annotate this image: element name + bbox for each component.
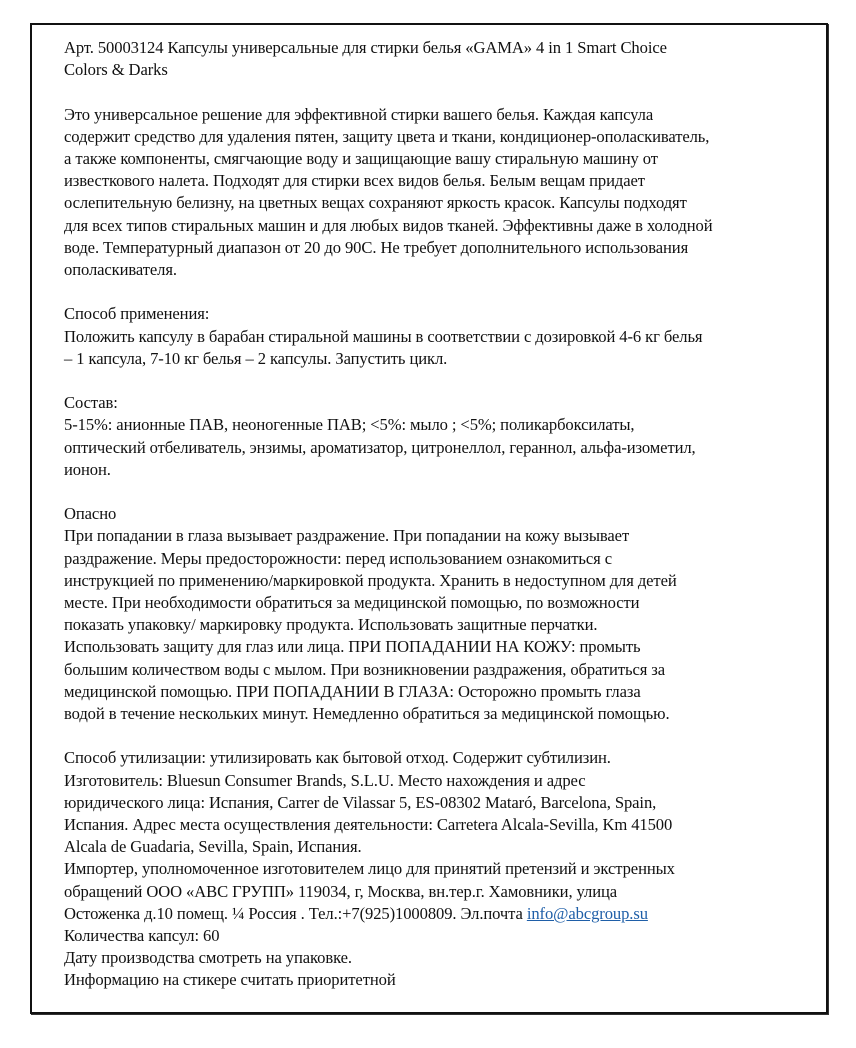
danger-line: месте. При необходимости обратиться за медицинской помощью, по возможности [64, 593, 640, 613]
title-line: Арт. 50003124 Капсулы универсальные для стирки белья «GAMA» 4 in 1 Smart Choice [64, 38, 667, 57]
info-line: Способ утилизации: утилизировать как бытовой отход. Содержит субтилизин. [64, 748, 611, 768]
usage-heading: Способ применения: [64, 304, 210, 324]
description-line: Это универсальное решение для эффективной стирки вашего белья. Каждая капсула [64, 104, 654, 124]
info-line: Испания. Адрес места осуществления деятельности: Carretera Alcala-Sevilla, Km 41500 [64, 815, 673, 835]
composition-section [64, 392, 784, 481]
danger-heading: Опасно [64, 504, 117, 524]
description-line: для всех типов стиральных машин и для любых видов тканей. Эффективны даже в холодной [64, 215, 713, 235]
description-line: известкового налета. Подходят для стирки всех видов белья. Белым вещам придает [64, 171, 645, 191]
danger-section [64, 503, 784, 725]
composition-line: оптический отбеливатель, энзимы, ароматизатор, цитронеллол, гераннол, альфа-изометил, [64, 437, 696, 457]
description-line: воде. Температурный диапазон от 20 до 90С. Не требует дополнительного использования [64, 237, 689, 257]
contact-line [64, 903, 784, 925]
danger-line: При попадании в глаза вызывает раздражение. При попадании на кожу вызывает [64, 526, 630, 546]
info-section [64, 747, 784, 991]
info-line: Изготовитель: Bluesun Consumer Brands, S.L.U. Место нахождения и адрес [64, 770, 586, 790]
description-line: ополаскивателя. [64, 260, 177, 280]
product-label-document [64, 37, 784, 992]
title-block [64, 37, 784, 81]
description-line: ослепительную белизну, на цветных вещах сохраняют яркость красок. Капсулы подходят [64, 193, 687, 213]
sticker-priority-note: Информацию на стикере считать приоритетной [64, 970, 396, 990]
production-date-note: Дату производства смотреть на упаковке. [64, 948, 352, 968]
contact-text: Остоженка д.10 помещ. ¼ Россия . Тел.:+7(925)1000809. Эл.почта [64, 903, 527, 923]
danger-line: раздражение. Меры предосторожности: перед использованием ознакомиться с [64, 548, 612, 568]
composition-heading: Состав: [64, 393, 118, 413]
usage-section [64, 303, 784, 370]
description-block [64, 104, 784, 282]
composition-line: ионон. [64, 459, 111, 479]
danger-line: инструкцией по применению/маркировкой продукта. Хранить в недоступном для детей [64, 570, 677, 590]
composition-line: 5-15%: анионные ПАВ, неоногенные ПАВ; <5%: мыло ; <5%; поликарбоксилаты, [64, 415, 635, 435]
danger-line: Использовать защиту для глаз или лица. ПРИ ПОПАДАНИИ НА КОЖУ: промыть [64, 637, 641, 657]
danger-line: медицинской помощью. ПРИ ПОПАДАНИИ В ГЛАЗА: Осторожно промыть глаза [64, 681, 641, 701]
capsule-count: Количества капсул: 60 [64, 926, 220, 946]
info-line: Импортер, уполномоченное изготовителем лицо для принятий претензий и экстренных [64, 859, 675, 879]
danger-line: большим количеством воды с мылом. При возникновении раздражения, обратиться за [64, 659, 666, 679]
description-line: содержит средство для удаления пятен, защиту цвета и ткани, кондиционер-ополаскиватель, [64, 126, 710, 146]
usage-line: – 1 капсула, 7-10 кг белья – 2 капсулы. Запустить цикл. [64, 348, 448, 368]
description-line: а также компоненты, смягчающие воду и защищающие вашу стиральную машину от [64, 149, 658, 168]
danger-line: водой в течение нескольких минут. Немедленно обратиться за медицинской помощью. [64, 704, 670, 724]
usage-line: Положить капсулу в барабан стиральной машины в соответствии с дозировкой 4-6 кг белья [64, 326, 703, 346]
info-line: Alcala de Guadaria, Sevilla, Spain, Испания. [64, 837, 362, 857]
email-link[interactable]: info@abcgroup.su [526, 903, 648, 923]
title-line: Colors & Darks [64, 60, 168, 80]
info-line: обращений ООО «АВС ГРУПП» 119034, г, Москва, вн.тер.г. Хамовники, улица [64, 881, 618, 901]
info-line: юридического лица: Испания, Carrer de Vilassar 5, ES-08302 Mataró, Barcelona, Spain, [64, 792, 657, 812]
danger-line: показать упаковку/ маркировку продукта. Использовать защитные перчатки. [64, 615, 598, 635]
